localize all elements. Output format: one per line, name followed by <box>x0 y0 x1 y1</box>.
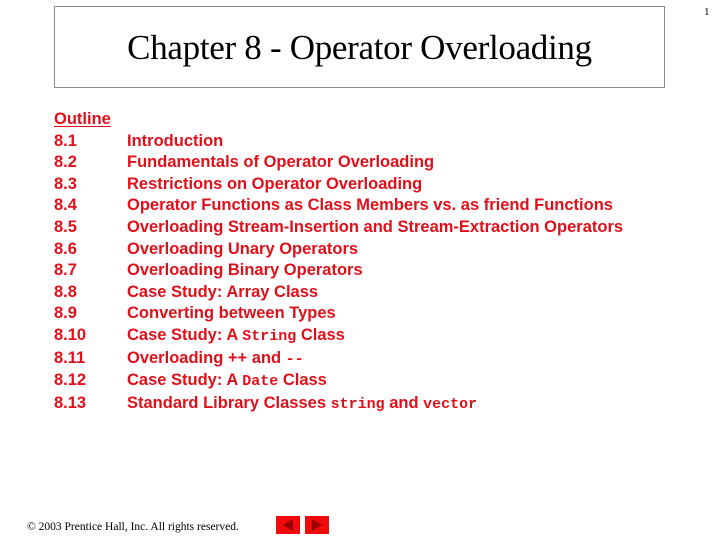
section-number: 8.2 <box>54 153 77 172</box>
section-title <box>127 239 358 261</box>
section-number: 8.10 <box>54 325 87 344</box>
section-title-text: Standard Library Classes <box>127 393 331 412</box>
section-title-text: Case Study: Array Class <box>127 282 319 301</box>
outline-item <box>54 370 623 393</box>
section-title-text: Case Study: A <box>127 371 243 390</box>
section-title-text: Overloading Unary Operators <box>127 239 359 258</box>
outline-item <box>54 348 623 371</box>
outline-item <box>54 325 623 348</box>
section-title-text: Case Study: A <box>127 325 243 344</box>
section-title <box>127 325 345 348</box>
section-title <box>127 260 363 282</box>
section-number: 8.7 <box>54 261 77 280</box>
previous-slide-button[interactable] <box>276 516 300 534</box>
section-title <box>127 152 434 174</box>
section-title-text: Operator Functions as Class Members vs. as friend Functions <box>127 196 613 215</box>
section-title-text: Overloading Stream-Insertion and Stream-Extraction Operators <box>127 217 624 236</box>
code-term: -- <box>285 350 304 368</box>
outline-item <box>54 195 623 217</box>
outline <box>54 109 623 415</box>
section-title <box>127 131 223 153</box>
outline-item <box>54 217 623 239</box>
section-number: 8.5 <box>54 217 77 236</box>
section-title-text: Overloading Binary Operators <box>127 261 363 280</box>
section-number: 8.6 <box>54 239 77 258</box>
section-title-text: Fundamentals of Operator Overloading <box>127 153 435 172</box>
outline-item <box>54 260 623 282</box>
code-term: vector <box>423 395 478 413</box>
section-title-text: Overloading ++ and <box>127 348 286 367</box>
section-number: 8.12 <box>54 371 87 390</box>
outline-item <box>54 239 623 261</box>
section-title <box>127 174 422 196</box>
section-title <box>127 370 327 393</box>
outline-item <box>54 152 623 174</box>
outline-item <box>54 131 623 153</box>
section-title <box>127 393 477 416</box>
section-number: 8.11 <box>54 348 86 367</box>
section-title <box>127 348 304 371</box>
section-title <box>127 217 623 239</box>
copyright-notice: © 2003 Prentice Hall, Inc. All rights reserved. <box>27 521 239 533</box>
next-slide-button[interactable] <box>305 516 329 534</box>
section-number: 8.4 <box>54 196 77 215</box>
section-title-text: Class <box>278 371 327 390</box>
section-number: 8.8 <box>54 282 77 301</box>
section-number: 8.9 <box>54 304 77 323</box>
triangle-right-icon <box>312 519 322 531</box>
outline-item <box>54 393 623 416</box>
section-title-text: Restrictions on Operator Overloading <box>127 174 423 193</box>
section-title <box>127 282 318 304</box>
section-number: 8.1 <box>54 131 77 150</box>
outline-heading: Outline <box>54 110 111 128</box>
section-number: 8.3 <box>54 174 77 193</box>
triangle-left-icon <box>283 519 293 531</box>
outline-item <box>54 174 623 196</box>
code-term: Date <box>242 373 279 391</box>
section-title <box>127 303 336 325</box>
section-title-text: Introduction <box>127 131 224 150</box>
section-title-text: Class <box>296 325 345 344</box>
slide-navigation <box>276 516 329 534</box>
outline-list <box>54 131 623 416</box>
title-box <box>54 6 665 88</box>
section-title <box>127 195 613 217</box>
outline-item <box>54 282 623 304</box>
section-title-text: Converting between Types <box>127 304 336 323</box>
slide-title: Chapter 8 - Operator Overloading <box>127 28 592 67</box>
outline-item <box>54 303 623 325</box>
code-term: string <box>330 395 385 413</box>
page-number: 1 <box>704 6 710 18</box>
section-title-text: and <box>384 393 424 412</box>
code-term: String <box>242 327 297 345</box>
section-number: 8.13 <box>54 393 87 412</box>
